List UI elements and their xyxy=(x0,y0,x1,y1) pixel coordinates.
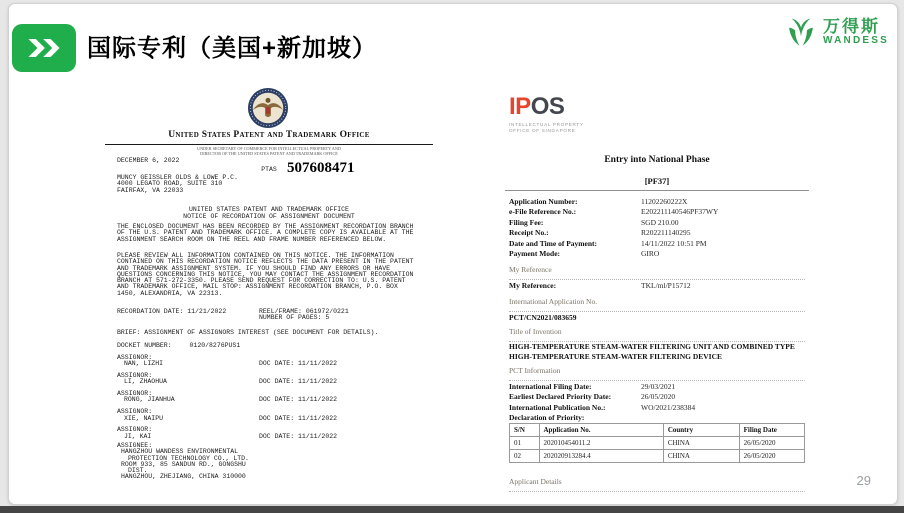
cell-country: CHINA xyxy=(663,450,739,463)
assignor-block xyxy=(117,355,421,368)
doc-date-value: 11/11/2022 xyxy=(298,360,338,368)
doc-date-label: DOC DATE: xyxy=(259,432,295,440)
uspto-brief: BRIEF: ASSIGNMENT OF ASSIGNORS INTEREST (SEE DOCUMENT FOR DETAILS). xyxy=(117,329,379,336)
addressee-line: MUNCY GEISSLER OLDS & LOWE P.C. xyxy=(117,174,238,181)
invention-title: HIGH-TEMPERATURE STEAM-WATER FILTERING UNIT AND COMBINED TYPE HIGH-TEMPERATURE STEAM-WATER FILTERING DEVICE xyxy=(509,342,795,361)
field-value: 11202260222X xyxy=(641,197,688,206)
assignor-doc-date xyxy=(259,397,337,403)
assignor-block xyxy=(117,427,421,440)
assignor-name: LI, ZHAOHUA xyxy=(124,378,167,386)
field-label: Date and Time of Payment: xyxy=(509,238,598,248)
uspto-recordation-row xyxy=(117,308,421,322)
field-row xyxy=(509,197,805,207)
uspto-office-subtitle-1: UNDER SECRETARY OF COMMERCE FOR INTELLECTUAL PROPERTY AND xyxy=(197,146,341,151)
uspto-confirmation-number: 507608471 xyxy=(287,160,355,176)
uspto-notice-heading-1: UNITED STATES PATENT AND TRADEMARK OFFICE xyxy=(189,206,349,213)
section-title-of-invention: Title of Invention xyxy=(509,327,805,342)
field-label: Receipt No.: xyxy=(509,228,549,238)
col-header-country: Country xyxy=(663,424,739,437)
uspto-notice-heading xyxy=(101,206,437,220)
intl-application-number: PCT/CN2021/083659 xyxy=(509,313,577,322)
priority-table-header-row xyxy=(510,424,805,437)
field-row xyxy=(509,207,805,217)
section-my-reference: My Reference xyxy=(509,265,805,280)
assignor-label: ASSIGNOR: xyxy=(117,408,153,416)
doc-date-value: 11/11/2022 xyxy=(298,432,338,440)
docket-label: DOCKET NUMBER: xyxy=(117,342,172,349)
assignee-label: ASSIGNEE: xyxy=(117,442,153,449)
assignor-doc-date xyxy=(259,416,337,422)
uspto-header-rule xyxy=(105,144,433,145)
uspto-ptas: PTAS xyxy=(261,166,277,173)
reel-frame-block xyxy=(259,309,349,322)
section-intl-application: International Application No. xyxy=(509,297,805,312)
assignor-name: XIE, NAIPU xyxy=(124,414,164,422)
assignor-name: RONG, JIANHUA xyxy=(124,396,175,404)
field-label: Earliest Declared Priority Date: xyxy=(509,392,612,402)
field-label: e-File Reference No.: xyxy=(509,207,577,217)
doc-date-label: DOC DATE: xyxy=(259,378,295,386)
priority-table xyxy=(509,423,805,463)
col-header-sn: S/N xyxy=(510,424,540,437)
field-label: Payment Mode: xyxy=(509,248,561,258)
assignee-line: HANGZHOU WANDESS ENVIRONMENTAL xyxy=(121,448,239,456)
field-row xyxy=(509,228,805,238)
bottom-bar xyxy=(0,506,904,513)
uspto-document xyxy=(101,87,437,511)
ipos-logo-subtitle-2: OFFICE OF SINGAPORE xyxy=(509,127,576,133)
my-reference-value: TKL/ml/P15712 xyxy=(641,281,691,290)
assignee-line: HANGZHOU, ZHEJIANG, CHINA 310000 xyxy=(121,473,246,481)
assignor-doc-date xyxy=(259,434,337,440)
field-value: R202211140295 xyxy=(641,228,691,238)
assignor-name: NAN, LIZHI xyxy=(124,360,164,368)
field-row xyxy=(509,403,805,413)
page-number: 29 xyxy=(856,473,871,488)
field-value: GIRO xyxy=(641,248,660,258)
doc-date-value: 11/11/2022 xyxy=(298,414,338,422)
ipos-logo xyxy=(509,95,584,133)
uspto-addressee xyxy=(117,175,238,194)
ipos-divider xyxy=(505,190,809,191)
cell-filing-date: 26/05/2020 xyxy=(739,450,804,463)
table-row xyxy=(510,450,805,463)
uspto-office-title: United States Patent and Trademark Office xyxy=(168,130,370,140)
uspto-notice-heading-2: NOTICE OF RECORDATION OF ASSIGNMENT DOCUMENT xyxy=(183,213,355,220)
field-value: E202211140546PF37WY xyxy=(641,207,719,217)
logo-name-cn: 万得斯 xyxy=(823,16,881,36)
page-title: 国际专利（美国+新加坡） xyxy=(87,35,378,62)
ipos-logo-subtitle xyxy=(509,122,584,133)
assignor-label: ASSIGNOR: xyxy=(117,372,153,380)
field-row xyxy=(509,249,805,259)
reel-frame-value: 061972/0221 xyxy=(305,308,349,315)
field-row xyxy=(509,218,805,228)
doc-date-value: 11/11/2022 xyxy=(298,396,338,404)
field-label: International Filing Date: xyxy=(509,382,592,391)
my-reference-row xyxy=(509,281,805,291)
uspto-office-subtitle xyxy=(101,147,437,157)
pages-row xyxy=(259,315,349,321)
pages-label: NUMBER OF PAGES: xyxy=(259,314,322,322)
assignor-label: ASSIGNOR: xyxy=(117,426,153,434)
addressee-line: 4000 LEGATO ROAD, SUITE 310 xyxy=(117,180,223,188)
header-accent-box xyxy=(12,24,76,72)
field-label: Application Number: xyxy=(509,197,578,206)
uspto-seal-icon xyxy=(247,87,289,129)
cell-filing-date: 26/05/2020 xyxy=(739,437,804,450)
uspto-paragraph-2: PLEASE REVIEW ALL INFORMATION CONTAINED ON THIS NOTICE. THE INFORMATION CONTAINED ON THIS RECORDATION NOTICE REFLECTS THE DATA PRESENT IN THE PATENT AND TRADEMARK ASSIGNMENT SYSTEM. IF YOU SHOULD FIND ANY ERRORS OR HAVE QUESTIONS CONCERNING THIS NOTICE, YOU MAY CONTACT THE ASSIGNMENT RECORDATION BRANCH AT 571-272-3350. PLEASE SEND REQUEST FOR CORRECTION TO: U.S. PATENT AND TRADEMARK OFFICE, MAIL STOP: ASSIGNMENT RECORDATION BRANCH, P.O. BOX 1450, ALEXANDRIA, VA 22313. xyxy=(117,252,414,297)
assignor-block xyxy=(117,373,421,386)
assignor-label: ASSIGNOR: xyxy=(117,390,153,398)
table-row xyxy=(510,437,805,450)
field-value: 14/11/2022 10:51 PM xyxy=(641,238,707,248)
uspto-docket-row xyxy=(117,343,240,349)
slide xyxy=(8,3,898,505)
wandess-logo xyxy=(784,14,889,50)
col-header-application-no: Application No. xyxy=(539,424,663,437)
ipos-wordmark xyxy=(509,95,584,119)
uspto-assignee xyxy=(117,443,249,481)
field-value: WO/2021/238384 xyxy=(641,402,696,412)
ipos-logo-subtitle-1: INTELLECTUAL PROPERTY xyxy=(509,122,584,127)
recordation-date-value: 11/21/2022 xyxy=(187,308,227,315)
field-value: SGD 210.00 xyxy=(641,217,679,227)
cell-application-no: 202020913284.4 xyxy=(539,450,663,463)
assignor-block xyxy=(117,391,421,404)
addressee-line: FAIRFAX, VA 22033 xyxy=(117,186,184,194)
wandess-plant-icon xyxy=(784,14,818,50)
logo-name-en: WANDESS xyxy=(823,34,889,46)
uspto-assignors xyxy=(117,355,421,445)
ipos-form-title: Entry into National Phase xyxy=(604,155,710,165)
uspto-paragraph-1: THE ENCLOSED DOCUMENT HAS BEEN RECORDED BY THE ASSIGNMENT RECORDATION BRANCH OF THE U.S. PATENT AND TRADEMARK OFFICE. A COMPLETE COPY IS AVAILABLE AT THE ASSIGNMENT SEARCH ROOM ON THE REEL AND FRAME NUMBER REFERENCED BELOW. xyxy=(117,223,414,243)
field-row xyxy=(509,382,805,392)
pct-information-rows xyxy=(509,382,805,424)
assignor-doc-date xyxy=(259,379,337,385)
reel-frame-label: REEL/FRAME: xyxy=(259,308,302,315)
field-label: Filing Fee: xyxy=(509,217,544,227)
ipos-wordmark-ip: IP xyxy=(509,93,531,120)
doc-date-label: DOC DATE: xyxy=(259,396,295,404)
my-reference-label: My Reference: xyxy=(509,281,557,290)
assignor-name: JI, KAI xyxy=(124,432,152,440)
section-applicant-details: Applicant Details xyxy=(509,477,805,492)
uspto-letter-date: DECEMBER 6, 2022 xyxy=(117,157,180,164)
field-value: 29/03/2021 xyxy=(641,382,676,391)
ipos-wordmark-os: OS xyxy=(530,93,565,120)
pages-value: 5 xyxy=(325,314,330,322)
ipos-fields xyxy=(509,197,805,259)
ipos-form-code: [PF37] xyxy=(644,176,670,186)
assignee-line: DIST. xyxy=(128,467,148,475)
double-chevron-icon xyxy=(20,30,68,66)
col-header-filing-date: Filing Date xyxy=(739,424,804,437)
assignor-doc-date xyxy=(259,361,337,367)
field-label: International Publication No.: xyxy=(509,402,606,412)
assignor-block xyxy=(117,409,421,422)
section-pct-information: PCT Information xyxy=(509,366,805,381)
cell-application-no: 202010454011.2 xyxy=(539,437,663,450)
assignee-line: ROOM 933, 85 SANDUN RD., GONGSHU xyxy=(121,460,246,468)
cell-sn: 02 xyxy=(510,450,540,463)
assignee-line: PROTECTION TECHNOLOGY CO., LTD. xyxy=(128,454,249,462)
field-row xyxy=(509,239,805,249)
cell-country: CHINA xyxy=(663,437,739,450)
field-row xyxy=(509,392,805,402)
doc-date-label: DOC DATE: xyxy=(259,360,295,368)
assignor-label: ASSIGNOR: xyxy=(117,354,153,361)
doc-date-label: DOC DATE: xyxy=(259,414,295,422)
doc-date-value: 11/11/2022 xyxy=(298,378,338,386)
declaration-of-priority-label: Declaration of Priority: xyxy=(509,413,585,423)
field-value: 26/05/2020 xyxy=(641,392,676,402)
cell-sn: 01 xyxy=(510,437,540,450)
docket-value: 0120/8276PUS1 xyxy=(189,342,241,349)
ipos-document xyxy=(501,89,813,507)
uspto-office-subtitle-2: DIRECTOR OF THE UNITED STATES PATENT AND TRADEMARK OFFICE xyxy=(200,150,338,156)
recordation-date-label: RECORDATION DATE: xyxy=(117,308,184,315)
